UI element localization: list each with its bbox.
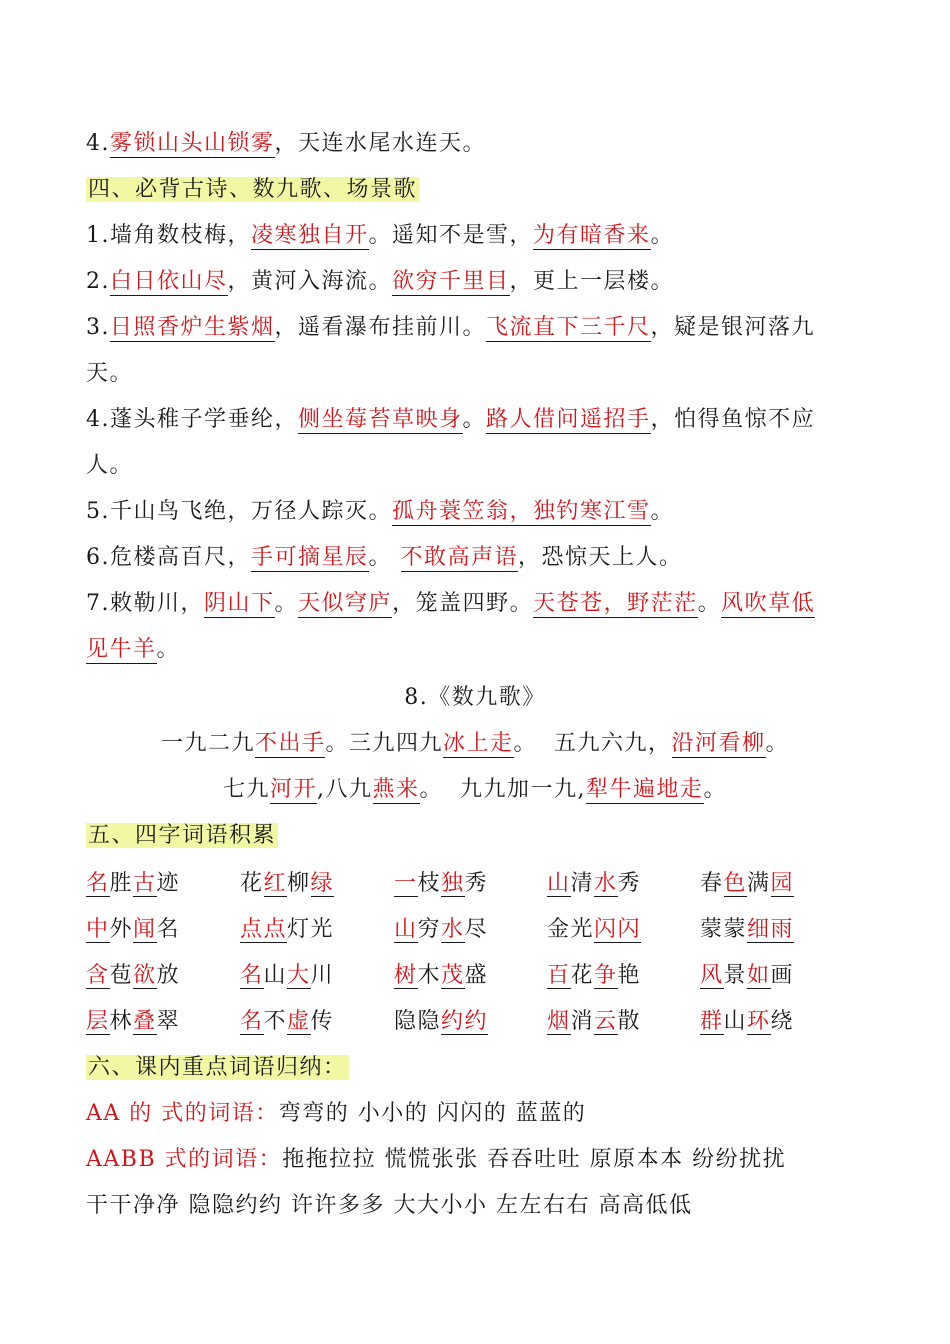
idiom-char: 绕 <box>770 1009 795 1034</box>
idiom-char: 消 <box>570 1009 595 1034</box>
idiom-word <box>240 912 334 948</box>
idiom-char: 水 <box>441 917 465 942</box>
answer-blank: 风吹草低 <box>721 591 816 616</box>
item-number: 1. <box>86 223 110 248</box>
answer-blank: 沿河看柳 <box>671 731 766 756</box>
idiom-char: 林 <box>109 1009 134 1034</box>
line-text: ,八九 <box>317 777 373 802</box>
answer-blank: 欲穷千里目 <box>392 269 510 294</box>
idiom-char: 闪 <box>594 917 618 942</box>
answer-blank: 路人借问遥招手 <box>486 407 651 432</box>
idiom-char: 春 <box>700 871 724 896</box>
idiom-char: 清 <box>570 871 595 896</box>
answer-blank: 孤舟蓑笠翁，独钓寒江雪 <box>392 499 651 524</box>
idiom-char: 争 <box>594 963 618 988</box>
idiom-char: 闻 <box>133 917 157 942</box>
line-text: ，怕得鱼惊不应 <box>650 407 816 432</box>
couplet-line-4 <box>86 126 876 162</box>
line-text: ，遥看瀑布挂前川。 <box>274 315 487 340</box>
idiom-word <box>700 958 794 994</box>
idiom-word <box>394 958 488 994</box>
idiom-char: 尽 <box>464 917 489 942</box>
item-number: 7. <box>86 591 110 616</box>
idiom-char: 名 <box>86 871 110 896</box>
line-text: 。 九九加一九, <box>419 777 586 802</box>
pattern-label: AABB 式的词语： <box>86 1147 283 1172</box>
line-text: 蓬头稚子学垂纶， <box>110 407 299 432</box>
line-text: 。 <box>697 591 722 616</box>
line-text: 。 <box>462 407 487 432</box>
section-heading-4 <box>86 172 876 208</box>
line-text: 。 <box>368 545 401 570</box>
idiom-char: 一 <box>394 871 418 896</box>
poem-line-3 <box>86 310 876 346</box>
answer-blank: 犁牛遍地走 <box>586 777 704 802</box>
idiom-char: 风 <box>700 963 724 988</box>
idiom-char: 花 <box>570 963 595 988</box>
idiom-char: 色 <box>723 871 748 896</box>
section-heading-6 <box>86 1050 876 1086</box>
idiom-char: 茂 <box>441 963 465 988</box>
section-heading-text: 六、课内重点词语归纳： <box>88 1055 347 1080</box>
idiom-char: 欲 <box>133 963 157 988</box>
idiom-word <box>700 866 794 902</box>
idiom-word <box>86 866 180 902</box>
item-number: 2. <box>86 269 110 294</box>
shujiu-line-1 <box>0 726 950 762</box>
idiom-char: 名 <box>240 963 264 988</box>
idiom-char: 蒙 <box>700 917 724 942</box>
idiom-char: 灯 <box>287 917 311 942</box>
idiom-char: 苞 <box>109 963 134 988</box>
idiom-char: 环 <box>747 1009 771 1034</box>
idiom-char: 名 <box>240 1009 264 1034</box>
idiom-char: 胜 <box>109 871 134 896</box>
line-text: ，疑是银河落九 <box>650 315 816 340</box>
poem-line-6 <box>86 540 876 576</box>
line-text: 人。 <box>86 453 134 478</box>
shujiu-title <box>0 680 950 716</box>
idiom-char: 柳 <box>287 871 311 896</box>
answer-blank: 日照香炉生紫烟 <box>110 315 275 340</box>
idiom-char: 绿 <box>310 871 335 896</box>
line-text: 。三九四九 <box>325 731 443 756</box>
answer-blank: 阴山下 <box>204 591 275 616</box>
line-text: ，黄河入海流。 <box>227 269 393 294</box>
idiom-row <box>86 958 876 994</box>
answer-blank: 手可摘星辰 <box>251 545 369 570</box>
idiom-char: 中 <box>86 917 110 942</box>
line-text: ，天连水尾水连天。 <box>274 131 487 156</box>
idiom-char: 秀 <box>617 871 642 896</box>
idiom-char: 叠 <box>133 1009 157 1034</box>
idiom-word <box>547 958 641 994</box>
poem-line-7 <box>86 586 876 622</box>
answer-blank: 不出手 <box>254 731 326 756</box>
line-text: 敕勒川， <box>110 591 205 616</box>
idiom-char: 山 <box>394 917 418 942</box>
idiom-char: 雨 <box>770 917 795 942</box>
idiom-char: 点 <box>263 917 288 942</box>
aa-words-line <box>86 1096 876 1132</box>
answer-blank: 凌寒独自开 <box>251 223 369 248</box>
poem-title: 8.《数九歌》 <box>404 685 546 710</box>
section-heading-text: 四、必背古诗、数九歌、场景歌 <box>88 177 418 202</box>
line-text: 天。 <box>86 361 134 386</box>
aabb-words-line <box>86 1142 876 1178</box>
answer-blank: 见牛羊 <box>86 637 157 662</box>
idiom-char: 约 <box>464 1009 489 1034</box>
idiom-char: 山 <box>723 1009 748 1034</box>
idiom-char: 层 <box>86 1009 110 1034</box>
aabb-words-line-2 <box>86 1188 876 1224</box>
answer-blank: 飞流直下三千尺 <box>486 315 651 340</box>
idiom-char: 川 <box>310 963 335 988</box>
section-heading-5 <box>86 818 876 854</box>
idiom-char: 闪 <box>617 917 642 942</box>
idiom-char: 含 <box>86 963 110 988</box>
line-text: 。 <box>765 731 790 756</box>
pattern-label: AA 的 式的词语： <box>86 1101 279 1126</box>
line-text: 。 <box>703 777 728 802</box>
idiom-word <box>394 912 488 948</box>
idiom-char: 约 <box>441 1009 465 1034</box>
idiom-char: 传 <box>310 1009 335 1034</box>
idiom-char: 金 <box>547 917 571 942</box>
line-text: 弯弯的 小小的 闪闪的 蓝蓝的 <box>278 1101 587 1126</box>
idiom-word <box>86 912 180 948</box>
idiom-char: 树 <box>394 963 418 988</box>
idiom-char: 细 <box>747 917 771 942</box>
idiom-char: 点 <box>240 917 264 942</box>
line-text: 七九 <box>222 777 270 802</box>
idiom-char: 云 <box>594 1009 618 1034</box>
answer-blank: 天苍苍，野茫茫 <box>533 591 698 616</box>
poem-line-4 <box>86 402 876 438</box>
idiom-char: 艳 <box>617 963 642 988</box>
line-text: 干干净净 隐隐约约 许许多多 大大小小 左左右右 高高低低 <box>86 1193 693 1218</box>
line-text: 。遥知不是雪， <box>368 223 534 248</box>
item-number: 6. <box>86 545 110 570</box>
idiom-char: 翠 <box>156 1009 181 1034</box>
idiom-word <box>240 866 334 902</box>
idiom-char: 独 <box>441 871 465 896</box>
idiom-row <box>86 866 876 902</box>
idiom-char: 满 <box>747 871 771 896</box>
idiom-char: 隐 <box>394 1009 418 1034</box>
line-text: 墙角数枝梅， <box>110 223 252 248</box>
idiom-char: 景 <box>723 963 748 988</box>
answer-blank: 冰上走 <box>443 731 514 756</box>
idiom-char: 大 <box>287 963 311 988</box>
line-text: 。 五九六九， <box>513 731 672 756</box>
line-text: ，更上一层楼。 <box>509 269 675 294</box>
idiom-word <box>547 1004 641 1040</box>
line-text: 。 <box>650 223 675 248</box>
answer-blank: 白日依山尽 <box>110 269 228 294</box>
section-heading-text: 五、四字词语积累 <box>88 823 277 848</box>
poem-line-7-cont <box>86 632 876 668</box>
idiom-row <box>86 1004 876 1040</box>
line-text: 。 <box>156 637 181 662</box>
idiom-word <box>547 866 641 902</box>
answer-blank: 河开 <box>269 777 317 802</box>
idiom-char: 虚 <box>287 1009 311 1034</box>
answer-blank: 为有暗香来 <box>533 223 651 248</box>
poem-line-2 <box>86 264 876 300</box>
idiom-char: 放 <box>156 963 181 988</box>
idiom-char: 画 <box>770 963 795 988</box>
idiom-char: 古 <box>133 871 157 896</box>
idiom-char: 木 <box>417 963 442 988</box>
idiom-char: 隐 <box>417 1009 442 1034</box>
answer-blank: 雾锁山头山锁雾 <box>110 131 275 156</box>
idiom-char: 山 <box>263 963 288 988</box>
idiom-word <box>547 912 641 948</box>
answer-blank: 不敢高声语 <box>400 545 519 570</box>
poem-line-4-cont <box>86 448 876 484</box>
idiom-char: 烟 <box>547 1009 571 1034</box>
idiom-word <box>240 1004 334 1040</box>
idiom-char: 不 <box>263 1009 288 1034</box>
line-text: ，恐惊天上人。 <box>518 545 683 570</box>
line-text: 千山鸟飞绝，万径人踪灭。 <box>110 499 393 524</box>
line-text: 危楼高百尺， <box>110 545 252 570</box>
idiom-char: 光 <box>570 917 595 942</box>
idiom-char: 光 <box>310 917 335 942</box>
line-text: 。 <box>650 499 675 524</box>
poem-line-5 <box>86 494 876 530</box>
idiom-char: 蒙 <box>723 917 748 942</box>
idiom-word <box>86 1004 180 1040</box>
idiom-word <box>394 1004 488 1040</box>
item-number: 4. <box>86 407 110 432</box>
idiom-char: 群 <box>700 1009 724 1034</box>
answer-blank: 天似穹庐 <box>298 591 393 616</box>
idiom-char: 秀 <box>464 871 489 896</box>
idiom-char: 穷 <box>417 917 442 942</box>
idiom-word <box>394 866 488 902</box>
answer-blank: 侧坐莓苔草映身 <box>298 407 463 432</box>
idiom-word <box>700 912 794 948</box>
item-number: 4. <box>86 131 110 156</box>
idiom-char: 百 <box>547 963 571 988</box>
idiom-char: 枝 <box>417 871 442 896</box>
line-text: ，笼盖四野。 <box>392 591 534 616</box>
answer-blank: 燕来 <box>372 777 420 802</box>
idiom-char: 外 <box>109 917 134 942</box>
item-number: 5. <box>86 499 110 524</box>
idiom-char: 如 <box>747 963 771 988</box>
idiom-char: 水 <box>594 871 618 896</box>
idiom-word <box>700 1004 794 1040</box>
line-text: 。 <box>274 591 299 616</box>
idiom-char: 花 <box>240 871 264 896</box>
item-number: 3. <box>86 315 110 340</box>
idiom-row <box>86 912 876 948</box>
idiom-char: 名 <box>156 917 181 942</box>
idiom-char: 散 <box>617 1009 642 1034</box>
idiom-char: 迹 <box>156 871 181 896</box>
idiom-word <box>240 958 334 994</box>
poem-line-3-cont <box>86 356 876 392</box>
idiom-char: 山 <box>547 871 571 896</box>
line-text: 一九二九 <box>160 731 255 756</box>
idiom-char: 红 <box>263 871 288 896</box>
line-text: 拖拖拉拉 慌慌张张 吞吞吐吐 原原本本 纷纷扰扰 <box>282 1147 787 1172</box>
idiom-word <box>86 958 180 994</box>
shujiu-line-2 <box>0 772 950 808</box>
idiom-char: 盛 <box>464 963 489 988</box>
poem-line-1 <box>86 218 876 254</box>
idiom-char: 园 <box>770 871 795 896</box>
